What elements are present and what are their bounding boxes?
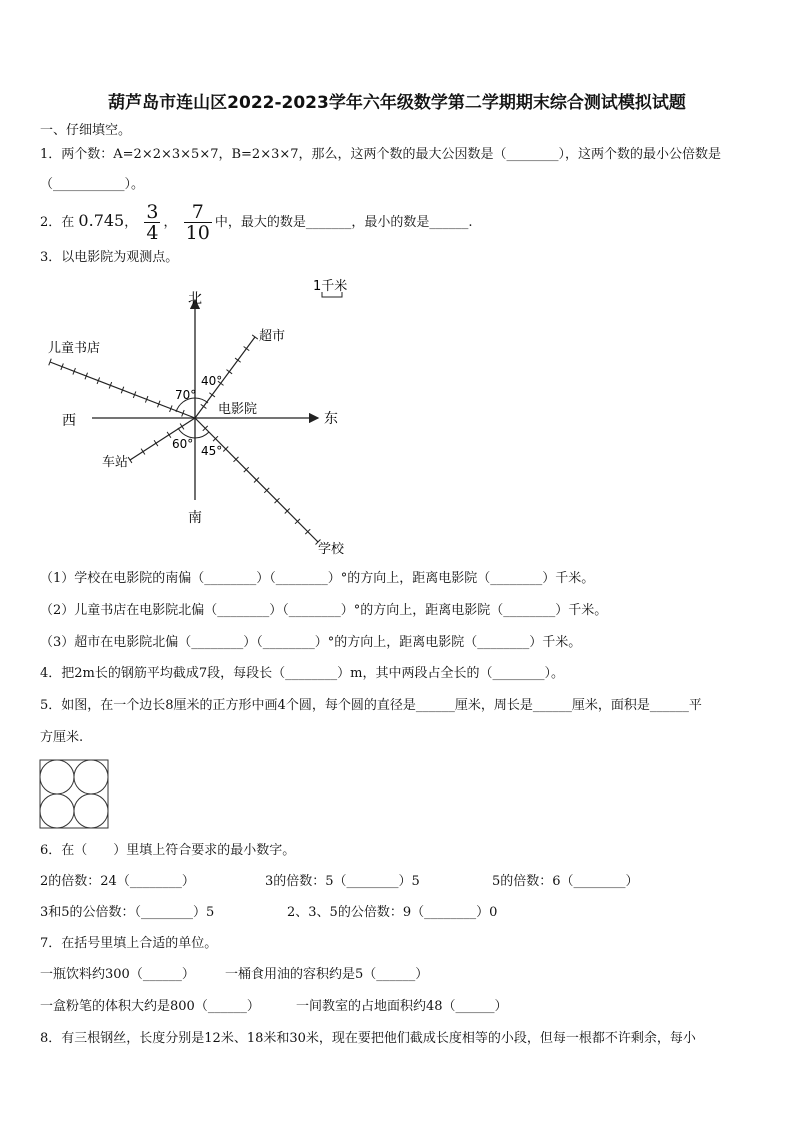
ray-station-tick <box>128 457 132 463</box>
ray-supermarket-tick <box>201 404 207 408</box>
four-circles-figure <box>39 759 111 831</box>
label-bookstore: 儿童书店 <box>48 341 101 356</box>
question-7-d: 一间教室的占地面积约48（______） <box>296 999 508 1014</box>
ray-station-tick <box>154 440 158 446</box>
direction-diagram <box>0 270 794 570</box>
question-6-c: 5的倍数：6（________） <box>492 874 639 889</box>
question-6-e: 2、3、5的公倍数：9（________）0 <box>287 905 498 920</box>
label-supermarket: 超市 <box>259 329 286 344</box>
question-7-stem: 7．在括号里填上合适的单位。 <box>40 936 218 951</box>
label-school: 学校 <box>318 542 345 557</box>
ray-supermarket-tick <box>209 393 215 397</box>
q2-suffix: 中，最大的数是_______，最小的数是______. <box>214 215 473 230</box>
question-6-a: 2的倍数：24（________） <box>40 874 195 889</box>
label-scale: 1千米 <box>313 279 348 294</box>
q2-sep1: ， <box>124 215 138 230</box>
label-angle-40: 40° <box>201 374 223 388</box>
q2-sep2: ， <box>163 215 177 230</box>
question-6-d: 3和5的公倍数：（________）5 <box>40 905 215 920</box>
fraction-three-quarters: $\frac{3}{4}$ <box>146 201 159 244</box>
label-north: 北 <box>188 291 202 307</box>
question-6-stem: 6．在（ ）里填上符合要求的最小数字。 <box>40 843 296 858</box>
label-angle-60: 60° <box>172 437 194 451</box>
fraction-seven-tenths: $\frac{7}{10}$ <box>185 201 210 244</box>
question-3-part-3: （3）超市在电影院北偏（________）（________）°的方向上，距离电影院（________）千米。 <box>40 635 582 650</box>
question-7-a: 一瓶饮料约300（______） <box>40 967 195 982</box>
ray-station-tick <box>141 449 145 455</box>
question-8: 8．有三根钢丝，长度分别是12米、18米和30米，现在要把他们截成长度相等的小段，但每一根都不许剩余，每小 <box>40 1031 696 1046</box>
ray-supermarket-tick <box>244 346 250 350</box>
label-station: 车站 <box>102 455 129 470</box>
question-4: 4．把2m长的钢筋平均截成7段，每段长（________）m，其中两段占全长的（________）。 <box>40 666 564 681</box>
section-heading: 一、仔细填空。 <box>40 123 132 138</box>
label-angle-70: 70° <box>175 388 197 402</box>
ray-supermarket-tick <box>235 358 241 362</box>
circle-top-left <box>40 760 74 794</box>
question-3-part-2: （2）儿童书店在电影院北偏（________）（________）°的方向上，距离电影院（________）千米。 <box>40 603 608 618</box>
ray-supermarket-tick <box>226 370 232 374</box>
q2-prefix: 2．在 <box>40 215 75 230</box>
label-south: 南 <box>188 510 202 526</box>
label-angle-45: 45° <box>201 444 223 458</box>
label-west: 西 <box>62 413 76 429</box>
question-7-b: 一桶食用油的容积约是5（______） <box>225 967 429 982</box>
question-7-c: 一盒粉笔的体积大约是800（______） <box>40 999 260 1014</box>
question-1-line-2: （___________）。 <box>40 177 145 192</box>
question-6-b: 3的倍数：5（________）5 <box>265 874 420 889</box>
question-1-line-1: 1．两个数：A=2×2×3×5×7，B=2×3×7，那么，这两个数的最大公因数是（________），这两个数的最小公倍数是 <box>40 147 722 162</box>
page-title: 葫芦岛市连山区2022-2023学年六年级数学第二学期期末综合测试模拟试题 <box>108 93 686 113</box>
label-cinema: 电影院 <box>218 402 258 417</box>
question-5-line-2: 方厘米. <box>40 730 84 745</box>
question-5-line-1: 5．如图，在一个边长8厘米的正方形中画4个圆，每个圆的直径是______厘米，周长是______厘米，面积是______平 <box>40 698 702 713</box>
ray-station-tick <box>167 432 171 438</box>
label-east: 东 <box>324 411 338 427</box>
question-3-part-1: （1）学校在电影院的南偏（________）（________）°的方向上，距离电影院（________）千米。 <box>40 571 595 586</box>
question-3-stem: 3．以电影院为观测点。 <box>40 250 179 265</box>
question-2 <box>40 201 472 243</box>
q2-decimal: 0.745 <box>78 211 125 230</box>
circle-top-right <box>74 760 108 794</box>
circle-bottom-left <box>40 794 74 828</box>
ray-station-tick <box>180 423 184 429</box>
circle-bottom-right <box>74 794 108 828</box>
angle-arc-45 <box>195 432 209 438</box>
ray-supermarket-tick <box>252 335 258 339</box>
